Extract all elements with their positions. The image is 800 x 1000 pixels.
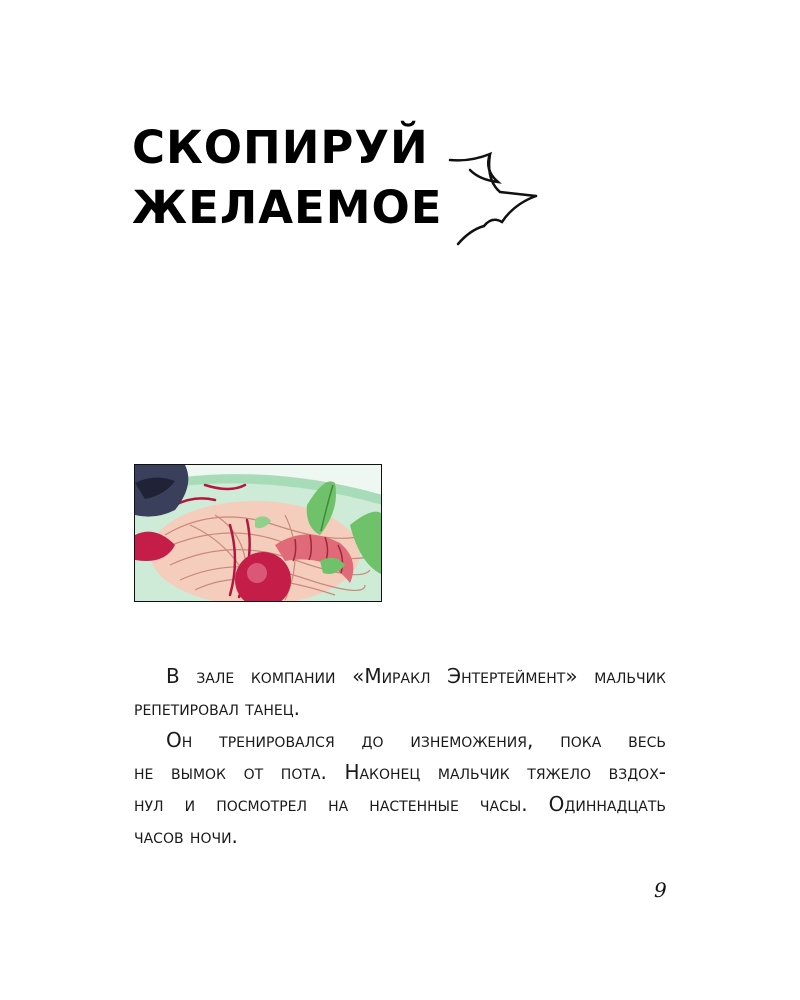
paragraph-1 bbox=[134, 660, 666, 724]
noodle-bowl-drawing bbox=[135, 465, 382, 602]
noodle-bowl-illustration bbox=[134, 464, 382, 602]
paragraph-1-line-1-text: В зале компании «Миракл Энтертеймент» мальчик bbox=[166, 664, 666, 688]
paragraph-2-line-3 bbox=[134, 788, 666, 820]
paragraph-2-line-2 bbox=[134, 756, 666, 788]
paragraph-2-line-1-text: Он тренировался до изнеможения, пока весь bbox=[166, 728, 666, 752]
page-number: 9 bbox=[654, 878, 667, 902]
chapter-title-line-1: СКОПИРУЙ bbox=[132, 121, 429, 174]
paragraph-1-line-1 bbox=[166, 660, 666, 692]
paragraph-2 bbox=[134, 724, 666, 852]
paragraph-2-line-3-text: нул и посмотрел на настенные часы. Одиннадцать bbox=[134, 792, 666, 816]
paragraph-2-line-2-text: не вымок от пота. Наконец мальчик тяжело вздох- bbox=[134, 760, 666, 784]
body-text bbox=[134, 660, 666, 852]
speech-burst-icon bbox=[440, 150, 550, 250]
paragraph-2-line-1 bbox=[166, 724, 666, 756]
chapter-title-line-2: ЖЕЛАЕМОЕ bbox=[132, 181, 443, 234]
paragraph-2-line-4: часов ночи. bbox=[134, 824, 238, 848]
chapter-title bbox=[132, 118, 443, 238]
paragraph-1-line-2: репетировал танец. bbox=[134, 696, 300, 720]
